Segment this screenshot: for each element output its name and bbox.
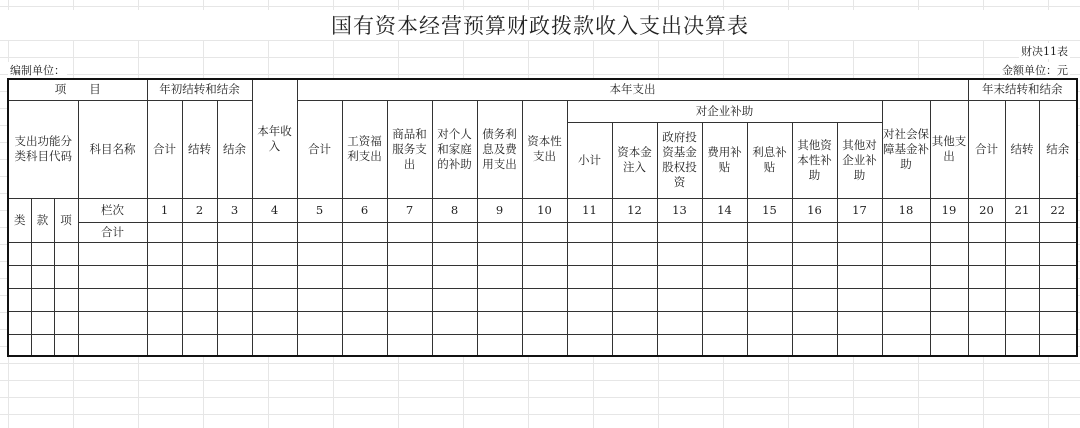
form-number: 财决11表 — [1021, 45, 1068, 58]
table-cell[interactable] — [54, 242, 78, 265]
col-no: 6 — [342, 198, 387, 222]
table-cell[interactable] — [612, 242, 657, 265]
table-cell[interactable] — [342, 334, 387, 356]
code-item: 项 — [54, 198, 78, 242]
opening-surplus: 结余 — [217, 100, 252, 198]
table-cell[interactable] — [147, 222, 182, 242]
table-cell[interactable] — [1039, 265, 1077, 288]
header-income: 本年收入 — [252, 79, 297, 198]
table-cell[interactable] — [657, 288, 702, 311]
table-cell[interactable] — [217, 265, 252, 288]
table-cell[interactable] — [182, 288, 217, 311]
table-cell[interactable] — [1005, 288, 1039, 311]
table-cell[interactable] — [968, 222, 1005, 242]
col-no: 21 — [1005, 198, 1039, 222]
table-cell[interactable] — [387, 242, 432, 265]
header-debt: 债务利息及费用支出 — [477, 100, 522, 198]
col-no: 15 — [747, 198, 792, 222]
table-cell[interactable] — [252, 311, 297, 334]
table-cell[interactable] — [31, 311, 54, 334]
table-cell[interactable] — [217, 242, 252, 265]
table-cell[interactable] — [182, 334, 217, 356]
table-cell[interactable] — [182, 265, 217, 288]
table-cell[interactable] — [297, 311, 342, 334]
table-cell[interactable] — [297, 288, 342, 311]
table-cell[interactable] — [477, 242, 522, 265]
table-cell[interactable] — [702, 311, 747, 334]
table-cell[interactable] — [1005, 265, 1039, 288]
table-cell[interactable] — [54, 288, 78, 311]
col-no: 4 — [252, 198, 297, 222]
col-no: 18 — [882, 198, 930, 222]
header-func-code: 支出功能分类科目代码 — [8, 100, 78, 198]
table-cell[interactable] — [217, 311, 252, 334]
table-cell[interactable] — [31, 265, 54, 288]
col-no: 12 — [612, 198, 657, 222]
col-no: 20 — [968, 198, 1005, 222]
table-cell[interactable] — [1005, 242, 1039, 265]
table-cell[interactable] — [54, 334, 78, 356]
table-cell[interactable] — [930, 265, 968, 288]
col-no: 3 — [217, 198, 252, 222]
table-cell[interactable] — [342, 311, 387, 334]
table-cell[interactable] — [567, 288, 612, 311]
table-cell[interactable] — [882, 334, 930, 356]
header-goods: 商品和服务支出 — [387, 100, 432, 198]
table-cell[interactable] — [567, 222, 612, 242]
table-cell[interactable] — [8, 242, 31, 265]
table-cell[interactable] — [657, 222, 702, 242]
table-cell[interactable] — [882, 222, 930, 242]
table-cell[interactable] — [747, 288, 792, 311]
table-cell[interactable] — [147, 334, 182, 356]
table-cell[interactable] — [522, 222, 567, 242]
table-cell[interactable] — [930, 334, 968, 356]
table-cell[interactable] — [747, 311, 792, 334]
closing-surplus: 结余 — [1039, 100, 1077, 198]
table-cell[interactable] — [930, 311, 968, 334]
table-cell[interactable] — [522, 242, 567, 265]
header-closing: 年末结转和结余 — [968, 79, 1077, 100]
table-cell[interactable] — [78, 288, 147, 311]
table-cell[interactable] — [54, 265, 78, 288]
table-cell[interactable] — [31, 334, 54, 356]
table-cell[interactable] — [387, 311, 432, 334]
table-cell[interactable] — [432, 242, 477, 265]
table-cell[interactable] — [297, 334, 342, 356]
org-label: 编制单位： — [10, 64, 65, 77]
table-cell[interactable] — [8, 334, 31, 356]
table-cell[interactable] — [968, 242, 1005, 265]
table-cell[interactable] — [747, 265, 792, 288]
table-cell[interactable] — [702, 222, 747, 242]
table-cell[interactable] — [968, 334, 1005, 356]
header-other-capital: 其他资本性补助 — [792, 122, 837, 198]
table-cell[interactable] — [297, 222, 342, 242]
col-no: 14 — [702, 198, 747, 222]
table-cell[interactable] — [792, 242, 837, 265]
col-no: 1 — [147, 198, 182, 222]
table-row — [8, 311, 1077, 334]
table-cell[interactable] — [477, 265, 522, 288]
col-no: 19 — [930, 198, 968, 222]
closing-total: 合计 — [968, 100, 1005, 198]
table-cell[interactable] — [252, 288, 297, 311]
table-cell[interactable] — [432, 265, 477, 288]
table-cell[interactable] — [147, 242, 182, 265]
col-no: 9 — [477, 198, 522, 222]
table-cell[interactable] — [432, 222, 477, 242]
table-row — [8, 288, 1077, 311]
header-gov-invest: 政府投资基金股权投资 — [657, 122, 702, 198]
table-cell[interactable] — [182, 311, 217, 334]
header-wages: 工资福利支出 — [342, 100, 387, 198]
table-cell[interactable] — [792, 288, 837, 311]
table-cell[interactable] — [147, 288, 182, 311]
table-cell[interactable] — [182, 222, 217, 242]
table-cell[interactable] — [882, 265, 930, 288]
table-cell[interactable] — [930, 242, 968, 265]
table-cell[interactable] — [792, 222, 837, 242]
table-cell[interactable] — [612, 288, 657, 311]
table-cell[interactable] — [342, 265, 387, 288]
table-cell[interactable] — [837, 311, 882, 334]
table-cell[interactable] — [747, 242, 792, 265]
table-cell[interactable] — [477, 288, 522, 311]
col-no: 5 — [297, 198, 342, 222]
header-opening: 年初结转和结余 — [147, 79, 252, 100]
table-cell[interactable] — [147, 311, 182, 334]
table-cell[interactable] — [792, 311, 837, 334]
table-cell[interactable] — [702, 265, 747, 288]
amount-unit: 金额单位：元 — [1002, 64, 1068, 77]
table-cell[interactable] — [792, 265, 837, 288]
table-cell[interactable] — [78, 334, 147, 356]
table-cell[interactable] — [217, 222, 252, 242]
sum-row-label: 合计 — [78, 222, 147, 242]
table-cell[interactable] — [182, 242, 217, 265]
table-cell[interactable] — [477, 334, 522, 356]
table-cell[interactable] — [78, 265, 147, 288]
code-class: 类 — [8, 198, 31, 242]
table-cell[interactable] — [657, 311, 702, 334]
table-cell[interactable] — [882, 242, 930, 265]
table-cell[interactable] — [252, 334, 297, 356]
table-cell[interactable] — [882, 311, 930, 334]
table-cell[interactable] — [930, 288, 968, 311]
table-cell[interactable] — [837, 334, 882, 356]
table-cell[interactable] — [657, 334, 702, 356]
table-cell[interactable] — [297, 242, 342, 265]
table-cell[interactable] — [702, 288, 747, 311]
table-cell[interactable] — [522, 288, 567, 311]
table-cell[interactable] — [747, 334, 792, 356]
table-cell[interactable] — [567, 334, 612, 356]
table-cell[interactable] — [217, 288, 252, 311]
header-enterprise: 对企业补助 — [567, 100, 882, 122]
column-no-label: 栏次 — [78, 198, 147, 222]
table-cell[interactable] — [522, 311, 567, 334]
table-cell[interactable] — [387, 222, 432, 242]
col-no: 7 — [387, 198, 432, 222]
table-cell[interactable] — [702, 334, 747, 356]
table-cell[interactable] — [612, 265, 657, 288]
table-row — [8, 265, 1077, 288]
col-no: 16 — [792, 198, 837, 222]
table-cell[interactable] — [252, 222, 297, 242]
col-no: 17 — [837, 198, 882, 222]
expense-total: 合计 — [297, 100, 342, 198]
table-row — [8, 242, 1077, 265]
header-expense: 本年支出 — [297, 79, 968, 100]
table-cell[interactable] — [612, 311, 657, 334]
table-cell[interactable] — [522, 265, 567, 288]
table-cell[interactable] — [657, 242, 702, 265]
table-cell[interactable] — [477, 222, 522, 242]
table-cell[interactable] — [217, 334, 252, 356]
code-section: 款 — [31, 198, 54, 242]
header-expense-subsidy: 费用补贴 — [702, 122, 747, 198]
table-cell[interactable] — [837, 242, 882, 265]
table-cell[interactable] — [297, 265, 342, 288]
header-other-expense: 其他支出 — [930, 100, 968, 198]
table-cell[interactable] — [567, 311, 612, 334]
table-cell[interactable] — [342, 222, 387, 242]
table-cell[interactable] — [147, 265, 182, 288]
header-interest-subsidy: 利息补贴 — [747, 122, 792, 198]
table-cell[interactable] — [837, 222, 882, 242]
table-cell[interactable] — [747, 222, 792, 242]
table-cell[interactable] — [882, 288, 930, 311]
header-social-security: 对社会保障基金补助 — [882, 100, 930, 198]
header-personal: 对个人和家庭的补助 — [432, 100, 477, 198]
header-other-enterprise: 其他对企业补助 — [837, 122, 882, 198]
table-cell[interactable] — [1039, 222, 1077, 242]
col-no: 22 — [1039, 198, 1077, 222]
table-cell[interactable] — [612, 334, 657, 356]
col-no: 8 — [432, 198, 477, 222]
col-no: 10 — [522, 198, 567, 222]
table-cell[interactable] — [8, 311, 31, 334]
table-cell[interactable] — [837, 265, 882, 288]
col-no: 13 — [657, 198, 702, 222]
table-cell[interactable] — [54, 311, 78, 334]
table-cell[interactable] — [342, 288, 387, 311]
header-subject-name: 科目名称 — [78, 100, 147, 198]
table-cell[interactable] — [1039, 311, 1077, 334]
opening-carryover: 结转 — [182, 100, 217, 198]
table-cell[interactable] — [1039, 334, 1077, 356]
table-cell[interactable] — [387, 265, 432, 288]
header-capital-injection: 资本金注入 — [612, 122, 657, 198]
table-cell[interactable] — [612, 222, 657, 242]
table-cell[interactable] — [968, 288, 1005, 311]
table-cell[interactable] — [387, 288, 432, 311]
closing-carryover: 结转 — [1005, 100, 1039, 198]
budget-table — [7, 78, 1078, 357]
table-cell[interactable] — [1005, 222, 1039, 242]
table-cell[interactable] — [432, 334, 477, 356]
table-cell[interactable] — [792, 334, 837, 356]
table-cell[interactable] — [31, 242, 54, 265]
table-cell[interactable] — [1005, 334, 1039, 356]
opening-total: 合计 — [147, 100, 182, 198]
enterprise-subtotal: 小计 — [567, 122, 612, 198]
table-cell[interactable] — [8, 288, 31, 311]
col-no: 2 — [182, 198, 217, 222]
table-cell[interactable] — [252, 265, 297, 288]
table-cell[interactable] — [78, 242, 147, 265]
table-cell[interactable] — [702, 242, 747, 265]
table-cell[interactable] — [8, 265, 31, 288]
header-item: 项 目 — [8, 79, 147, 100]
table-cell[interactable] — [1039, 288, 1077, 311]
col-no: 11 — [567, 198, 612, 222]
table-cell[interactable] — [477, 311, 522, 334]
table-cell[interactable] — [567, 265, 612, 288]
table-cell[interactable] — [567, 242, 612, 265]
table-cell[interactable] — [31, 288, 54, 311]
table-cell[interactable] — [432, 288, 477, 311]
table-cell[interactable] — [968, 311, 1005, 334]
table-cell[interactable] — [252, 242, 297, 265]
table-cell[interactable] — [387, 334, 432, 356]
table-cell[interactable] — [968, 265, 1005, 288]
table-cell[interactable] — [837, 288, 882, 311]
table-cell[interactable] — [342, 242, 387, 265]
table-cell[interactable] — [1005, 311, 1039, 334]
table-cell[interactable] — [930, 222, 968, 242]
table-cell[interactable] — [78, 311, 147, 334]
table-cell[interactable] — [1039, 242, 1077, 265]
table-cell[interactable] — [432, 311, 477, 334]
table-row — [8, 334, 1077, 356]
header-capital: 资本性支出 — [522, 100, 567, 198]
table-cell[interactable] — [522, 334, 567, 356]
report-title: 国有资本经营预算财政拨款收入支出决算表 — [0, 10, 1080, 40]
table-cell[interactable] — [657, 265, 702, 288]
